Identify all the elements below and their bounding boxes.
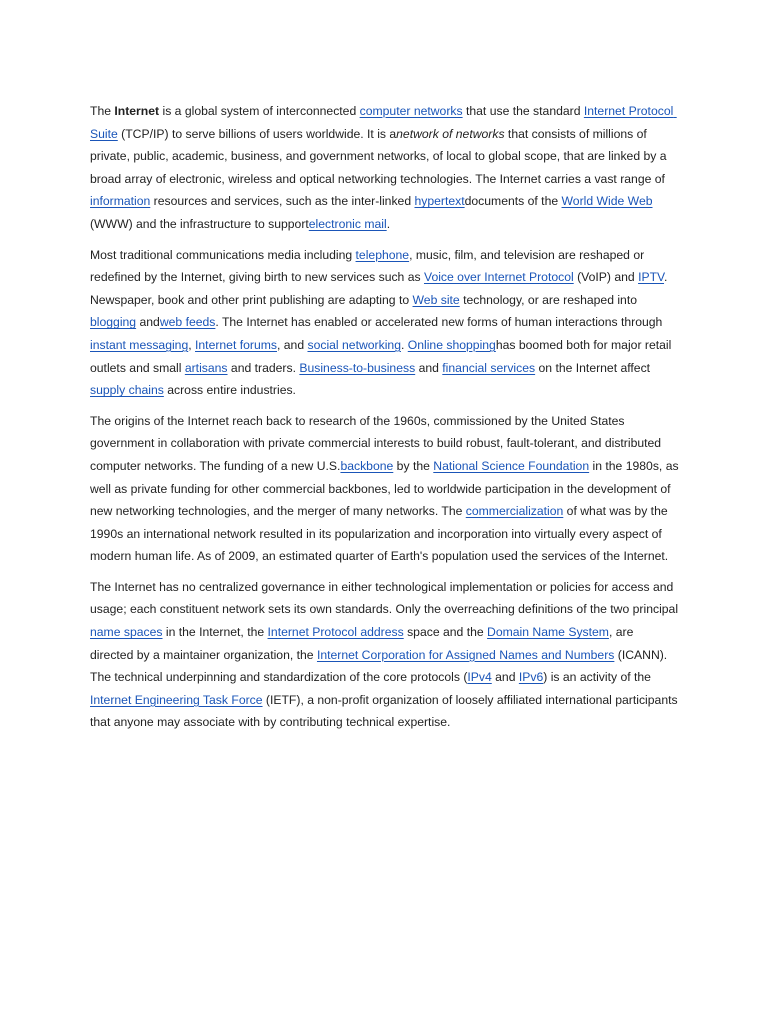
text-run: is a global system of interconnected <box>159 104 360 118</box>
paragraph-internet-overview <box>90 100 680 236</box>
hyperlink[interactable]: Internet forums <box>195 337 277 352</box>
text-run: has boomed both for major retail outlets and small <box>90 337 675 375</box>
text-run: resources and services, such as the inter-linked <box>150 194 415 209</box>
hyperlink[interactable]: social networking <box>307 337 401 352</box>
text-run: The <box>90 104 115 118</box>
hyperlink[interactable]: IPv4 <box>467 670 492 685</box>
hyperlink[interactable]: blogging <box>90 315 137 330</box>
text-run: , <box>188 337 196 352</box>
text-run: , are directed by a maintainer organization, the <box>90 625 637 662</box>
text-run: on the Internet affect <box>535 360 654 375</box>
text-run: in the Internet, the <box>162 625 268 640</box>
text-run: (ICANN). The technical underpinning and standardization of the core protocols ( <box>90 647 671 685</box>
text-run: (WWW) and the infrastructure to support <box>90 194 656 231</box>
hyperlink[interactable]: Internet Protocol Suite <box>90 104 677 141</box>
text-run: documents of the <box>464 194 562 209</box>
hyperlink[interactable]: National Science Foundation <box>433 458 590 473</box>
text-run: , music, film, and television are reshaped or redefined by the Internet, giving birth to new services such as <box>90 247 648 285</box>
hyperlink[interactable]: web feeds <box>159 315 216 330</box>
text-run: and <box>491 670 519 685</box>
hyperlink[interactable]: IPTV <box>638 270 665 285</box>
text-run: that consists of millions of private, public, academic, business, and government networks, of local to global scope, that are linked by a broad array of electronic, wireless and optical networking technologies. The Internet carries a vast range of <box>90 126 670 186</box>
hyperlink[interactable]: financial services <box>442 360 536 375</box>
hyperlink[interactable]: electronic mail <box>308 216 387 231</box>
text-run: in the 1980s, as well as private funding for other commercial backbones, led to worldwide participation in the development of new networking technologies, and the merger of many networks. The <box>90 458 682 519</box>
text-run: by the <box>393 458 434 473</box>
text-run: ) is an activity of the <box>543 670 655 685</box>
text-run: across entire industries. <box>163 383 296 398</box>
hyperlink[interactable]: World Wide Web <box>561 194 653 209</box>
hyperlink[interactable]: instant messaging <box>90 337 189 352</box>
text-run: (VoIP) and <box>573 270 639 285</box>
text-run: . The Internet has enabled or accelerated new forms of human interactions through <box>215 315 666 330</box>
hyperlink[interactable]: Business-to-business <box>299 360 416 375</box>
hyperlink[interactable]: Voice over Internet Protocol <box>423 270 574 285</box>
document-page <box>90 100 680 742</box>
text-run: Internet <box>114 104 160 118</box>
hyperlink[interactable]: computer networks <box>359 104 463 118</box>
paragraph-governance <box>90 576 680 734</box>
paragraph-origins <box>90 410 680 568</box>
text-run: . <box>400 337 408 352</box>
hyperlink[interactable]: IPv6 <box>518 670 544 685</box>
text-run: . <box>386 216 391 231</box>
text-run: . Newspaper, book and other print publishing are adapting to <box>90 270 671 307</box>
hyperlink[interactable]: supply chains <box>90 383 164 398</box>
text-run: and <box>415 360 443 375</box>
hyperlink[interactable]: artisans <box>184 360 228 375</box>
text-run: that use the standard <box>462 104 584 118</box>
hyperlink[interactable]: Internet Corporation for Assigned Names and Numbers <box>316 647 615 662</box>
text-run: The Internet has no centralized governance in either technological implementation or policies for access and usage; each constituent network sets its own standards. Only the overreaching definitions of the two principal <box>90 579 682 617</box>
hyperlink[interactable]: information <box>90 194 151 209</box>
hyperlink[interactable]: commercialization <box>465 504 564 519</box>
hyperlink[interactable]: hypertext <box>414 194 465 209</box>
text-run: The origins of the Internet reach back to research of the 1960s, commissioned by the United States government in collaboration with private commercial interests to build robust, fault-tolerant, and distributed computer networks. The funding of a new U.S. <box>90 413 665 473</box>
text-run: and traders. <box>227 360 300 375</box>
paragraph-media-services <box>90 244 680 402</box>
hyperlink[interactable]: Online shopping <box>407 337 496 352</box>
hyperlink[interactable]: Web site <box>412 292 460 307</box>
hyperlink[interactable]: Internet Engineering Task Force <box>90 692 263 707</box>
text-run: technology, or are reshaped into <box>459 292 641 307</box>
text-run: space and the <box>403 625 488 640</box>
text-run: network of networks <box>396 126 505 141</box>
text-run: Most traditional communications media including <box>90 247 356 262</box>
text-run: of what was by the 1990s an international network resulted in its popularization and incorporation into virtually every aspect of modern human life. As of 2009, an estimated quarter of Earth's population used the services of the Internet. <box>90 504 672 564</box>
hyperlink[interactable]: Internet Protocol address <box>267 625 404 640</box>
hyperlink[interactable]: Domain Name System <box>487 625 609 640</box>
hyperlink[interactable]: telephone <box>355 247 410 262</box>
text-run: and <box>136 315 160 330</box>
text-run: (TCP/IP) to serve billions of users worldwide. It is a <box>117 126 397 141</box>
hyperlink[interactable]: name spaces <box>90 625 163 640</box>
text-run: , and <box>276 337 308 352</box>
hyperlink[interactable]: backbone <box>340 458 394 473</box>
text-run: (IETF), a non-profit organization of loosely affiliated international participants that anyone may associate with by contributing technical expertise. <box>90 692 681 730</box>
